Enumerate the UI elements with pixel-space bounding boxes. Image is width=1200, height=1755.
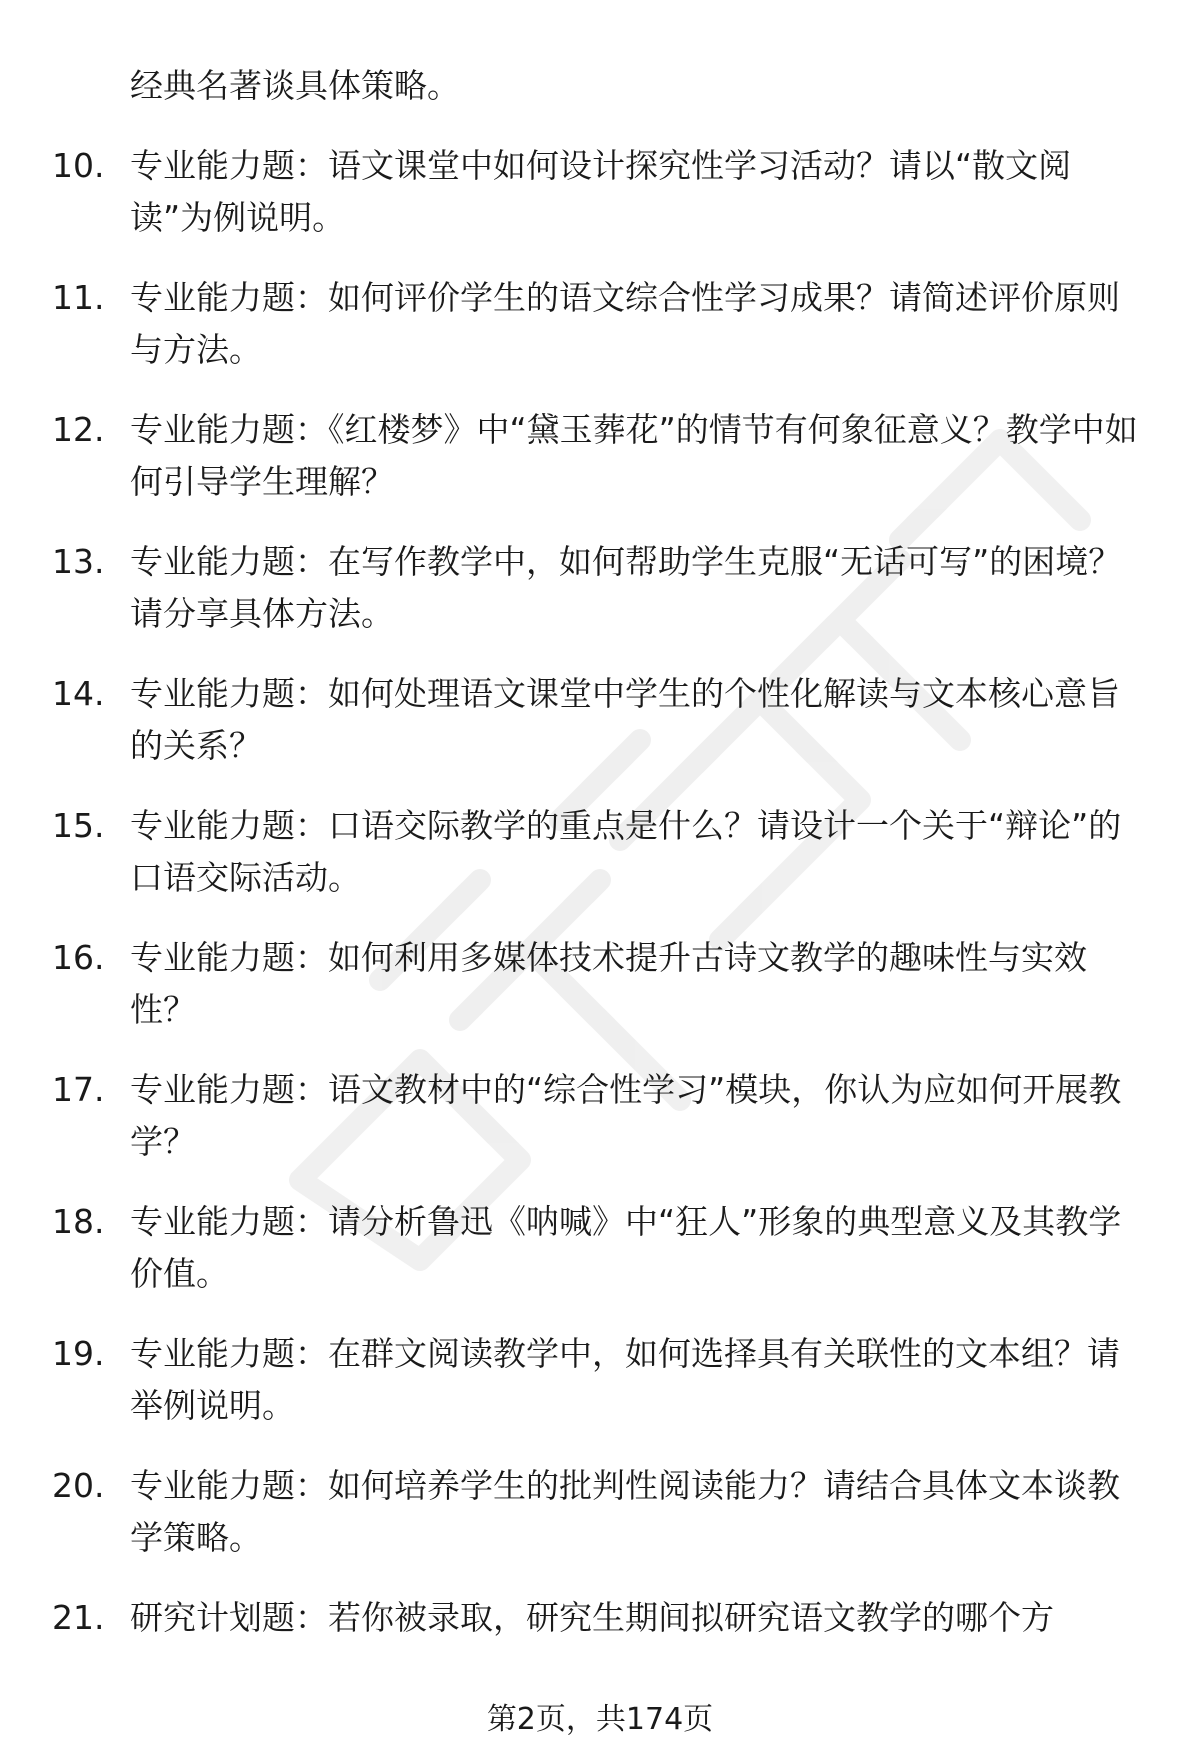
item-number: 16.	[52, 938, 105, 977]
list-item	[0, 404, 1200, 536]
list-item	[0, 668, 1200, 800]
question-list	[0, 140, 1200, 1724]
item-number: 17.	[52, 1070, 105, 1109]
item-number: 20.	[52, 1466, 105, 1505]
list-item	[0, 1196, 1200, 1328]
item-number: 21.	[52, 1598, 105, 1637]
item-number: 14.	[52, 674, 105, 713]
list-item	[0, 1064, 1200, 1196]
list-item	[0, 932, 1200, 1064]
list-item	[0, 1460, 1200, 1592]
item-text: 专业能力题：请分析鲁迅《呐喊》中“狂人”形象的典型意义及其教学价值。	[130, 1202, 1122, 1293]
page-footer: 第2页，共174页	[486, 1702, 714, 1737]
item-text: 专业能力题：语文教材中的“综合性学习”模块，你认为应如何开展教学？	[130, 1070, 1122, 1161]
item-text: 研究计划题：若你被录取，研究生期间拟研究语文教学的哪个方	[130, 1598, 1054, 1637]
item-text: 专业能力题：语文课堂中如何设计探究性学习活动？请以“散文阅读”为例说明。	[130, 146, 1072, 237]
item-number: 18.	[52, 1202, 105, 1241]
item-number: 12.	[52, 410, 105, 449]
list-item	[0, 536, 1200, 668]
item-number: 10.	[52, 146, 105, 185]
item-text: 专业能力题：口语交际教学的重点是什么？请设计一个关于“辩论”的口语交际活动。	[130, 806, 1122, 897]
list-item	[0, 1328, 1200, 1460]
item-text: 专业能力题：如何利用多媒体技术提升古诗文教学的趣味性与实效性？	[130, 938, 1087, 1029]
list-item	[0, 800, 1200, 932]
item-text: 专业能力题：《红楼梦》中“黛玉葬花”的情节有何象征意义？教学中如何引导学生理解？	[130, 410, 1138, 501]
item-number: 19.	[52, 1334, 105, 1373]
list-item	[0, 140, 1200, 272]
item-text: 专业能力题：在写作教学中，如何帮助学生克服“无话可写”的困境？请分享具体方法。	[130, 542, 1122, 633]
item-number: 15.	[52, 806, 105, 845]
item-text: 专业能力题：如何培养学生的批判性阅读能力？请结合具体文本谈教学策略。	[130, 1466, 1120, 1557]
list-item	[0, 272, 1200, 404]
continuation-text: 经典名著谈具体策略。	[130, 66, 460, 105]
item-number: 11.	[52, 278, 105, 317]
item-text: 专业能力题：如何处理语文课堂中学生的个性化解读与文本核心意旨的关系？	[130, 674, 1120, 765]
item-text: 专业能力题：如何评价学生的语文综合性学习成果？请简述评价原则与方法。	[130, 278, 1120, 369]
item-number: 13.	[52, 542, 105, 581]
item-text: 专业能力题：在群文阅读教学中，如何选择具有关联性的文本组？请举例说明。	[130, 1334, 1120, 1425]
